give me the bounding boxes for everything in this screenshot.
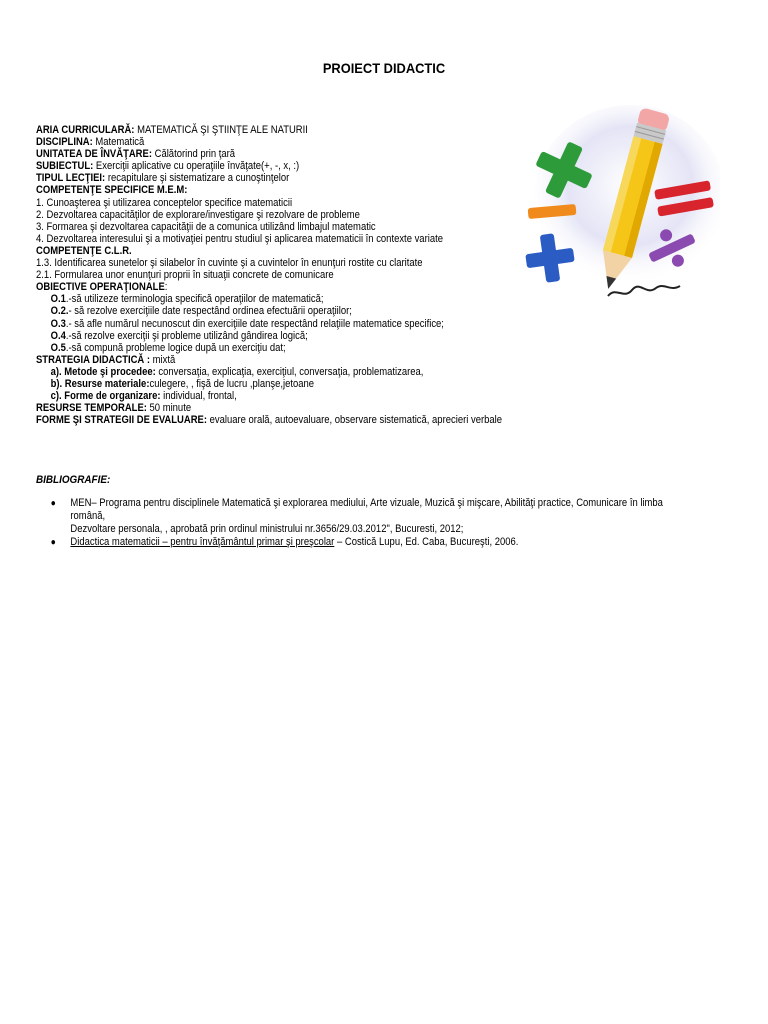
bibliography-item [36,497,690,536]
strategia-row [36,354,621,366]
forme-organizare-value: individual, frontal, [160,390,237,403]
forme-organizare-row [36,390,621,402]
aria-value: MATEMATICĂ ŞI ŞTIINŢE ALE NATURII [134,124,308,136]
page-title: PROIECT DIDACTIC [322,60,446,76]
pencil-math-symbols-icon [520,100,720,310]
obiectiv-text: - să rezolve exerciţiile date respectând ordinea efectuării operaţiilor; [68,305,352,318]
tipul-label: TIPUL LECŢIEI: [36,172,106,185]
evaluare-value: evaluare orală, autoevaluare, observare sistematică, aprecieri verbale [206,414,502,427]
bibliography-book-title: Didactica matematicii – pentru învăţământul primar şi preşcolar [70,536,335,548]
metode-value: conversaţia, explicaţia, exerciţiul, conversaţia, problematizarea, [155,365,424,378]
resurse-materiale-value: culegere, , fişă de lucru ,planşe,jetoane [149,377,315,390]
metode-row [36,366,621,378]
evaluare-row [36,414,621,426]
subiectul-value: Exerciţii aplicative cu operaţiile învăţate(+, -, x, :) [93,160,300,173]
subiectul-label: SUBIECTUL: [36,160,94,173]
obiectiv-text: .- să afle numărul necunoscut din exerciţiile date respectând relaţiile matematice specifice; [65,317,444,330]
evaluare-label: FORME ŞI STRATEGII DE EVALUARE: [36,414,207,427]
obiectiv-text: .-să rezolve exerciţii şi probleme utilizând gândirea logică; [65,329,308,342]
strategia-label: STRATEGIA DIDACTICĂ : [36,353,151,366]
obiectiv-item [36,318,621,330]
bullet-icon: ● [50,537,56,548]
comp-mem-heading: COMPETENŢE SPECIFICE M.E.M: [36,184,188,197]
bibliography-line: Dezvoltare personala, , aprobată prin ordinul ministrului nr.3656/29.03.2012", Bucuresti, 2012; [70,523,464,535]
obiectiv-code: O.3 [50,317,66,330]
comp-mem-item: 4. Dezvoltarea interesului şi a motivaţiei pentru studiul şi aplicarea matematicii în contexte variate [36,232,443,245]
bibliography-list [36,497,690,549]
comp-clr-item: 1.3. Identificarea sunetelor şi silabelor în cuvinte şi a cuvintelor în enunţuri rostite cu claritate [36,257,423,270]
scribble-line [608,286,680,296]
resurse-temporale-row [36,402,621,414]
unitatea-label: UNITATEA DE ÎNVĂŢARE: [36,148,152,161]
comp-clr-heading: COMPETENŢE C.L.R. [36,244,132,257]
resurse-temporale-label: RESURSE TEMPORALE: [36,402,147,415]
obiective-heading: OBIECTIVE OPERAŢIONALE [36,281,165,294]
bibliography-book-details: – Costică Lupu, Ed. Caba, Bucureşti, 2006. [334,536,519,548]
strategia-value: mixtă [150,353,176,366]
resurse-temporale-value: 50 minute [146,402,192,415]
comp-mem-item: 1. Cunoaşterea şi utilizarea conceptelor specifice matematicii [36,196,293,209]
comp-clr-item: 2.1. Formularea unor enunţuri proprii în situaţii concrete de comunicare [36,269,334,282]
obiectiv-text: .-să compună probleme logice după un exerciţiu dat; [65,341,286,354]
unitatea-value: Călătorind prin ţară [151,148,236,161]
bibliography-line: MEN– Programa pentru disciplinele Matematică şi explorarea mediului, Arte vizuale, Muzică şi mişcare, Abilităţi practice, Comunicare în limba română, [70,497,663,522]
obiectiv-code: O.1 [50,293,66,306]
comp-mem-item: 2. Dezvoltarea capacităţilor de explorare/investigare şi rezolvare de probleme [36,208,360,221]
disciplina-label: DISCIPLINA: [36,136,93,149]
obiective-colon: : [164,281,168,294]
disciplina-value: Matematică [92,136,145,149]
bibliography-item [36,536,690,549]
tipul-value: recapitulare şi sistematizare a cunoştinţelor [105,172,290,185]
obiectiv-text: .-să utilizeze terminologia specifică operaţiilor de matematică; [65,293,324,306]
obiectiv-code: O.4 [50,329,66,342]
aria-label: ARIA CURRICULARĂ: [36,124,135,136]
obiectiv-code: O.5 [50,341,66,354]
resurse-materiale-label: b). Resurse materiale: [50,377,150,390]
bibliography-heading: BIBLIOGRAFIE: [36,474,111,486]
comp-mem-item: 3. Formarea şi dezvoltarea capacităţii de a comunica utilizând limbajul matematic [36,220,376,233]
obiectiv-code: O.2. [50,305,69,318]
forme-organizare-label: c). Forme de organizare: [50,390,161,403]
metode-label: a). Metode şi procedee: [50,365,156,378]
resurse-materiale-row [36,378,621,390]
bullet-icon: ● [50,498,56,509]
obiectiv-item [36,342,621,354]
obiectiv-item [36,330,621,342]
